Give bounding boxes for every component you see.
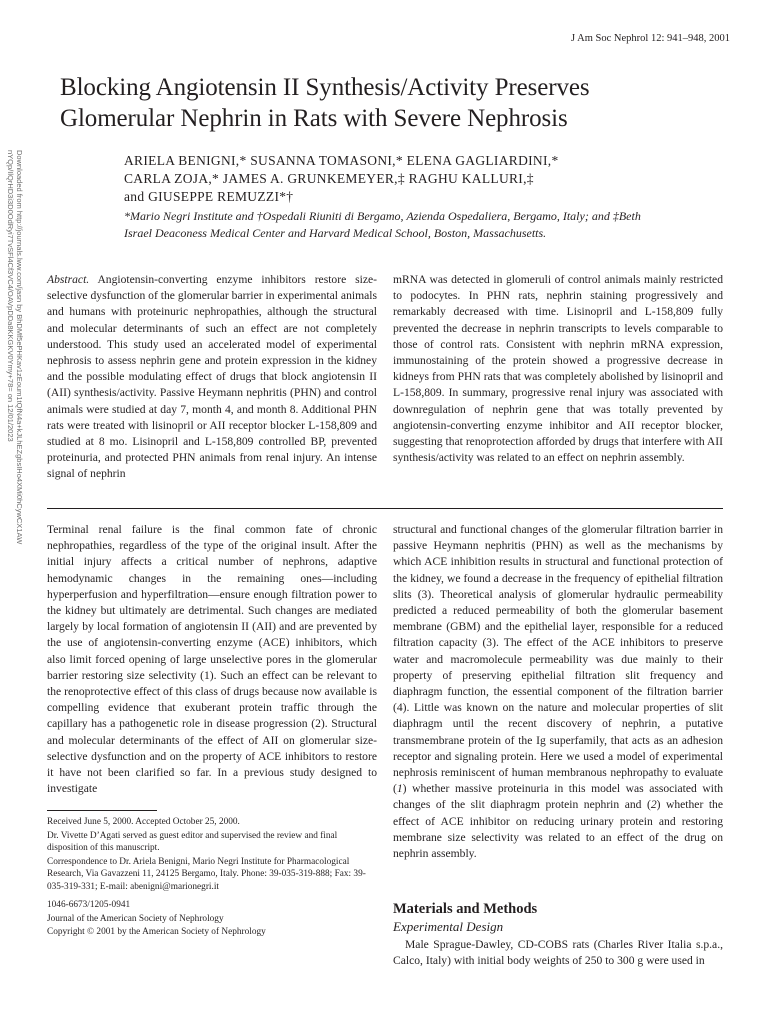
abstract-text-left: Angiotensin-converting enzyme inhibitors restore size-selective dysfunction of the glomerular barrier in experimental animals and humans with proteinuric nephropathies, although the structural and molecular determinants of such an effect are not completely understood. This study used an accelerated model of experimental nephrosis to assess nephrin gene and protein expression in the kidney and the possible modulating effect of drugs that block angiotensin II (AII) synthesis/activity. Passive Heymann nephritis (PHN) and control animals were studied at day 7, month 4, and month 8. Additional PHN rats were treated with lisinopril or AII receptor blocker L-158,809 and studied at 8 mo. Lisinopril and L-158,809 controlled BP, prevented proteinuria, and protected PHN animals from renal injury. An intense signal of nephrin <box>47 273 377 481</box>
abstract-column-right <box>393 272 723 466</box>
correspondence-note: Correspondence to Dr. Ariela Benigni, Mario Negri Institute for Pharmacological Research, Via Gavazzeni 11, 24125 Bergamo, Italy. Phone: 39-035-319-888; Fax: 39-035-319-331; E-mail: abenigni@marionegri.it <box>47 856 366 892</box>
abstract-column-left <box>47 272 377 483</box>
received-note: Received June 5, 2000. Accepted October 25, 2000. <box>47 817 240 827</box>
authors-line-2: CARLA ZOJA,* JAMES A. GRUNKEMEYER,‡ RAGHU KALLURI,‡ <box>124 171 534 186</box>
issn-note: 1046-6673/1205-0941 <box>47 900 131 910</box>
methods-column <box>393 937 723 969</box>
intro-right-part-1: structural and functional changes of the glomerular filtration barrier in passive Heymann nephritis (PHN) as well as the mechanisms by which ACE inhibition results in structural and functional protection of the kidney, we found a decrease in the frequency of epithelial filtration slits (3). Theoretical analysis of glomerular hydraulic permeability predicted a reduced permeability of both the glomerular basement membrane (GBM) and the epithelial layer, responsible for a reduced filtration capacity (3). The effect of the ACE inhibitors to preserve water and macromolecule permeability was due mainly to their property of preserving epithelial filtration slit frequency and diaphragm function, the essential component of the filtration barrier (4). Little was known on the nature and molecular properties of slit diaphragm until the recent discovery of nephrin, a putative transmembrane protein of the Ig superfamily, that acts as an adhesion receptor and signaling protein. Here we used a model of experimental nephrosis reminiscent of human membranous nephropathy to evaluate ( <box>393 523 723 796</box>
intro-paragraph-left: Terminal renal failure is the final common fate of chronic nephropathies, regardless of the type of the original insult. After the initial injury affects a critical number of nephrons, adaptive hemodynamic changes in the remaining ones—including hyperperfusion and hyperfiltration—ensure enough filtration power to the kidney but ultimately are detrimental. Such changes are mediated largely by local formation of angiotensin II (AII) and are prevented by the use of angiotensin-converting enzyme (ACE) inhibitors, which also limit forced opening of large unselective pores in the glomerular barrier restoring size selectivity (1). Such an effect can be relevant to the renoprotective effect of this class of drugs because now available is compelling evidence that exuberant protein traffic through the capillary has a pathogenetic role in disease progression (2). Structural and molecular determinants of the effect of AII on glomerular size-selective dysfunction and on the property of ACE inhibitors to restore it have not been clarified so far. In a previous study designed to investigate <box>47 523 377 796</box>
body-column-left <box>47 522 377 797</box>
authors-line-1: ARIELA BENIGNI,* SUSANNA TOMASONI,* ELENA GAGLIARDINI,* <box>124 153 559 168</box>
abstract-divider <box>47 508 723 509</box>
subsection-heading-design: Experimental Design <box>393 919 504 934</box>
affiliations <box>124 208 734 242</box>
article-title <box>60 72 740 134</box>
editor-note: Dr. Vivette D’Agati served as guest editor and supervised the review and final disposition of this manuscript. <box>47 830 338 853</box>
watermark-line-2: nYQp/IlQrHD3i3D0OdRyi7TvSFl4Cf3VC4/OAVpDDa8KKGKV0Ymy+78= on 12/01/2023 <box>6 150 15 442</box>
authors-line-3: and GIUSEPPE REMUZZI*† <box>124 189 294 204</box>
affiliations-line-2: Israel Deaconess Medical Center and Harvard Medical School, Boston, Massachusetts. <box>124 226 547 240</box>
list-marker-2: 2 <box>650 798 657 812</box>
watermark-text <box>6 150 24 544</box>
download-watermark <box>6 150 24 710</box>
footnotes <box>47 816 377 940</box>
intro-paragraph-right <box>393 522 723 862</box>
footnote-divider <box>47 810 157 811</box>
watermark-line-1: Downloaded from http://journals.lww.com/jasn by BhDMf5ePHKav1zEoum1tQfN4a+kJLhEZgbsIHo4XMi0hCywCX1AW <box>15 150 24 545</box>
intro-right-part-2: ) whether massive proteinuria in this model was associated with changes of the slit diaphragm protein nephrin and ( <box>393 782 723 812</box>
title-line-2: Glomerular Nephrin in Rats with Severe Nephrosis <box>60 105 568 132</box>
section-heading-methods: Materials and Methods <box>393 901 538 917</box>
methods-paragraph: Male Sprague-Dawley, CD-COBS rats (Charles River Italia s.p.a., Calco, Italy) with initial body weights of 250 to 300 g were used in <box>393 938 723 968</box>
abstract-label: Abstract. <box>47 273 90 286</box>
affiliations-line-1: *Mario Negri Institute and †Ospedali Riuniti di Bergamo, Azienda Ospedaliera, Bergamo, Italy; and ‡Beth <box>124 209 641 223</box>
title-line-1: Blocking Angiotensin II Synthesis/Activity Preserves <box>60 74 590 101</box>
body-column-right <box>393 522 723 862</box>
abstract-text-right: mRNA was detected in glomeruli of control animals mainly restricted to podocytes. In PHN rats, nephrin staining progressively and remarkably decreased with time. Lisinopril and L-158,809 fully prevented the decrease in nephrin transcripts to levels comparable to those of control rats. Consistent with nephrin mRNA expression, immunostaining of the protein showed a progressive decrease in kidneys from PHN rats that was completely abolished by lisinopril and L-158,809. In summary, progressive renal injury was associated with downregulation of nephrin gene that was totally prevented by angiotensin-converting enzyme inhibitor and AII receptor blocker, suggesting that renoprotection afforded by drugs that interfere with AII synthesis/activity was related to an effect on nephrin assembly. <box>393 273 723 465</box>
journal-note: Journal of the American Society of Nephrology <box>47 913 224 924</box>
intro-right-part-3: ) whether the effect of ACE inhibitor on reducing urinary protein and restoring membrane size selectivity was related to an effect of the drug on nephrin assembly. <box>393 798 723 861</box>
author-list <box>124 152 724 206</box>
copyright-note: Copyright © 2001 by the American Society of Nephrology <box>47 927 266 937</box>
list-marker-1: 1 <box>396 782 403 796</box>
running-head: J Am Soc Nephrol 12: 941–948, 2001 <box>571 33 730 44</box>
